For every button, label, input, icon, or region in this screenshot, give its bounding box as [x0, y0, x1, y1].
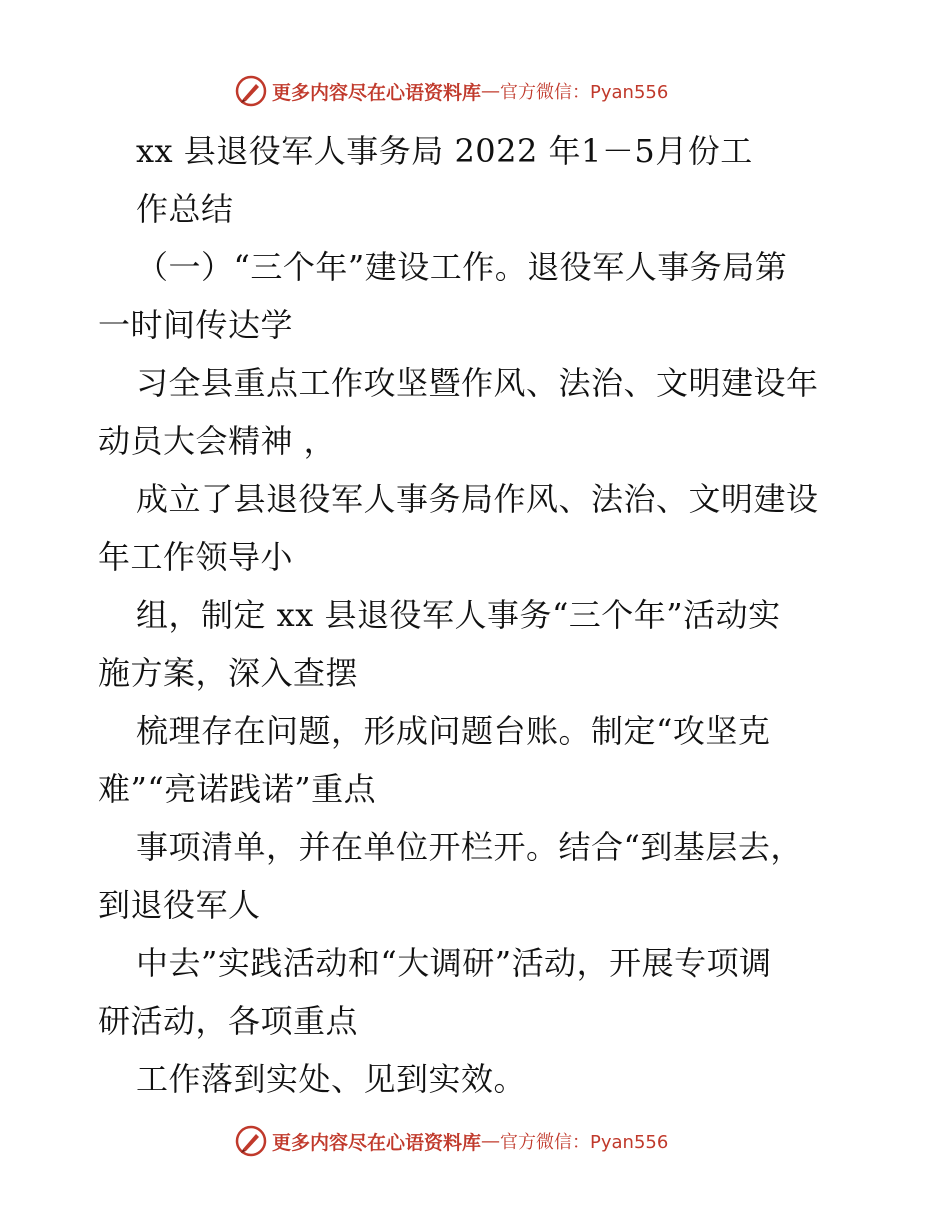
text-line: 难”“亮诺践诺”重点 [98, 770, 377, 808]
watermark-subtext: 官方微信：Pyan556 [500, 82, 669, 103]
text-line: 施方案，深入查摆 [98, 654, 359, 692]
text-line: 动员大会精神 ， [98, 422, 337, 460]
text-line: 事项清单，并在单位开栏开。结合“到基层去， [136, 828, 803, 866]
text-line: 中去”实践活动和“大调研”活动，开展专项调 [136, 944, 772, 982]
watermark-main-text: 更多内容尽在心语资料库 [272, 1131, 482, 1154]
text-line: xx 县退役军人事务局 2022 年1－5月份工 [136, 132, 753, 170]
text-line: （一）“三个年”建设工作。退役军人事务局第 [136, 248, 788, 286]
text-line: 成立了县退役军人事务局作风、法治、文明建设 [136, 480, 819, 518]
watermark-main-text: 更多内容尽在心语资料库 [272, 81, 482, 104]
text-line: 梳理存在问题，形成问题台账。制定“攻坚克 [136, 712, 771, 750]
text-line: 年工作领导小 [98, 538, 294, 576]
footer-watermark [234, 1124, 668, 1158]
text-line: 组，制定 xx 县退役军人事务“三个年”活动实 [136, 596, 781, 634]
text-line: 研活动，各项重点 [98, 1002, 359, 1040]
text-line: 习全县重点工作攻坚暨作风、法治、文明建设年 [136, 364, 819, 402]
watermark-dash: — [481, 1130, 501, 1152]
pen-logo-icon [234, 74, 268, 108]
text-line: 工作落到实处、见到实效。 [136, 1060, 527, 1098]
header-watermark [234, 74, 668, 108]
document-body [98, 122, 854, 1108]
text-line: 一时间传达学 [98, 306, 294, 344]
text-line: 作总结 [136, 190, 234, 228]
text-line: 到退役军人 [98, 886, 261, 924]
watermark-dash: — [481, 80, 501, 102]
watermark-subtext: 官方微信：Pyan556 [500, 1132, 669, 1153]
pen-logo-icon [234, 1124, 268, 1158]
